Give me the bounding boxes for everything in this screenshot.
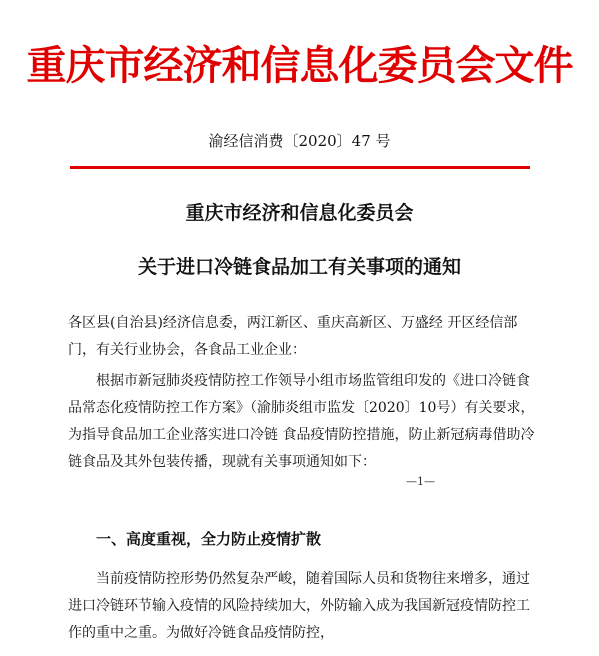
document-header-title: 重庆市经济和信息化委员会文件 — [26, 43, 573, 89]
page-number: —1— — [406, 475, 435, 488]
document-number: 渝经信消费〔2020〕47 号 — [208, 132, 391, 150]
intro-paragraph: 根据市新冠肺炎疫情防控工作领导小组市场监管组印发的《进口冷链食品常态化疫情防控工作方案》（渝肺炎组市监发〔2020〕10号）有关要求，为指导食品加工企业落实进口冷链 食品疫情防控措施，防止新冠病毒借助冷链食品及其外包装传播，现就有关事项通知如下： — [68, 373, 535, 470]
notice-title: 关于进口冷链食品加工有关事项的通知 — [137, 256, 461, 278]
section-heading: 一、高度重视，全力防止疫情扩散 — [96, 530, 322, 548]
red-divider-line — [70, 166, 530, 169]
issuing-organization: 重庆市经济和信息化委员会 — [185, 202, 414, 224]
addressees-paragraph: 各区县(自治县)经济信息委，两江新区、重庆高新区、万盛经 开区经信部门，有关行业协会，各食品工业企业： — [68, 315, 518, 358]
section-paragraph: 当前疫情防控形势仍然复杂严峻，随着国际人员和货物往来增多，通过进口冷链环节输入疫情的风险持续加大，外防输入成为我国新冠疫情防控工作的重中之重。为做好冷链食品疫情防控， — [68, 571, 530, 641]
